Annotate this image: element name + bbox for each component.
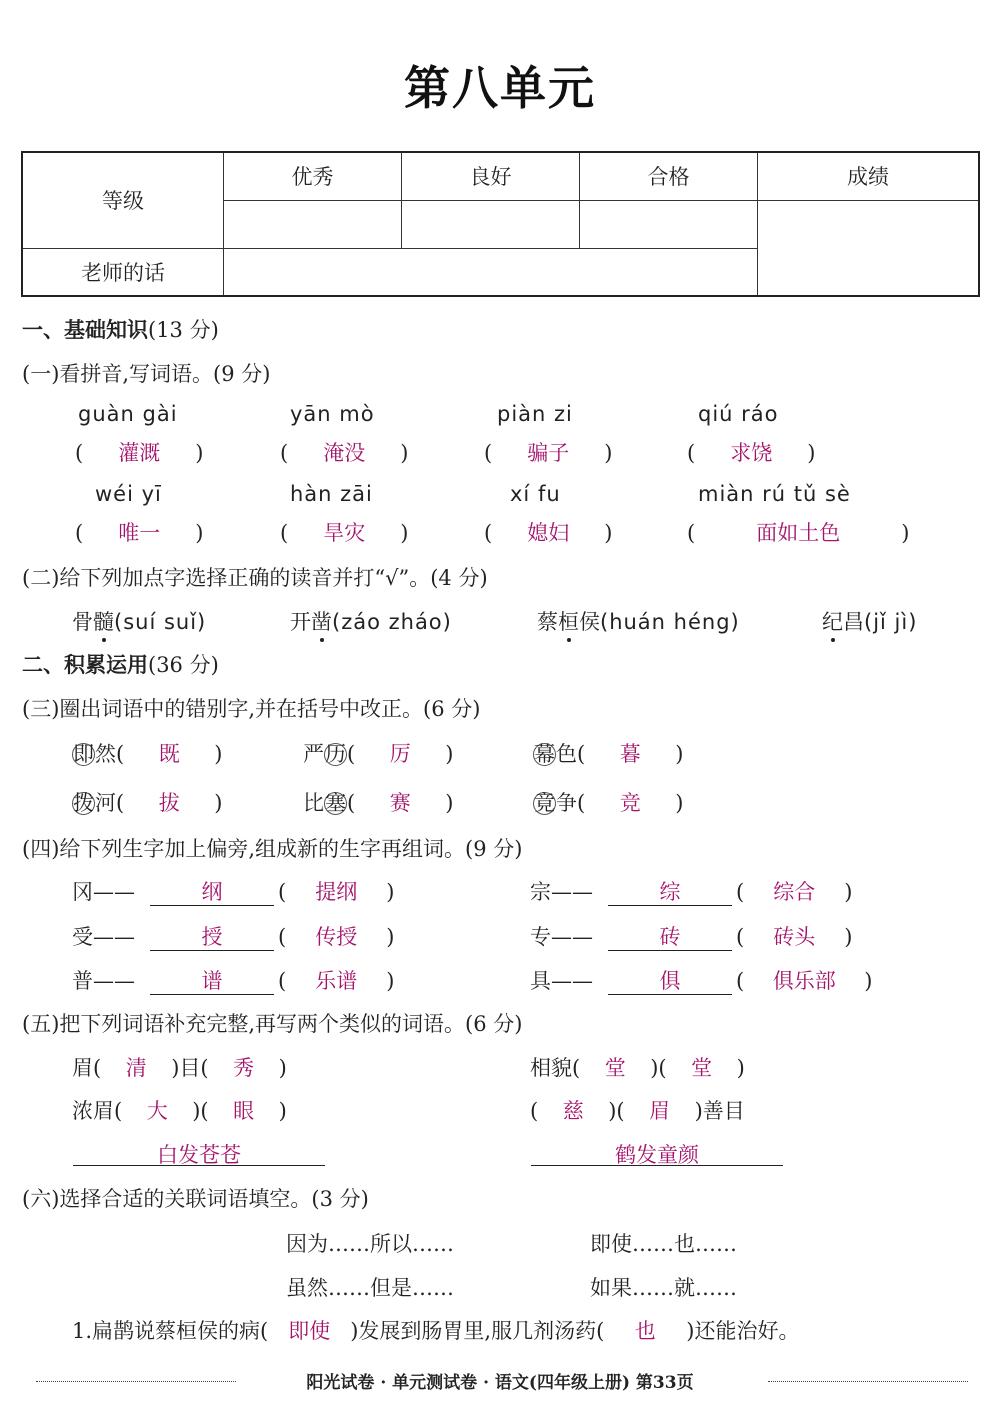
q1-pinyin-4: qiú ráo — [698, 402, 779, 426]
q4-base-1: 冈—— — [72, 880, 135, 904]
q3-item-5: 比塞( 赛 ) — [303, 791, 454, 815]
col-score: 成绩 — [758, 152, 980, 200]
q3-item-1: 即然( 既 ) — [73, 742, 223, 766]
q4-base-2: 宗—— — [530, 880, 593, 904]
q5-underline-2 — [531, 1165, 783, 1166]
q4-char-4[interactable]: 砖 — [659, 925, 681, 949]
q1-bracket-3: ( 骗子 ) — [484, 437, 612, 467]
q4-base-3: 受—— — [72, 925, 135, 949]
q4-base-5: 普—— — [72, 969, 135, 993]
q1-bracket-1: ( 灌溉 ) — [75, 437, 203, 467]
score-cell[interactable] — [758, 200, 980, 296]
section2-heading: 二、积累运用(36 分) — [22, 653, 219, 677]
q1-pinyin-2: yān mò — [290, 402, 375, 426]
q1-answer-7[interactable]: 媳妇 — [527, 521, 570, 545]
q3-item-4: 拨河( 拔 ) — [73, 791, 223, 815]
q2-item-2: 开凿(záo zháo) — [290, 610, 452, 634]
q1-pinyin-1: guàn gài — [78, 402, 178, 426]
q1-answer-8[interactable]: 面如土色 — [756, 521, 841, 545]
good-cell[interactable] — [402, 200, 580, 248]
q6-option-1: 因为……所以…… — [286, 1232, 454, 1256]
q4-base-4: 专—— — [530, 925, 593, 949]
page-title: 第八单元 — [404, 61, 596, 115]
q2-item-3: 蔡桓侯(huán héng) — [537, 610, 740, 634]
q4-char-1[interactable]: 纲 — [201, 880, 223, 904]
section1-heading: 一、基础知识(13 分) — [22, 318, 219, 342]
q5-extra-1[interactable]: 白发苍苍 — [157, 1143, 241, 1167]
q6-option-2: 即使……也…… — [590, 1232, 737, 1256]
q1-pinyin-8: miàn rú tǔ sè — [698, 482, 851, 506]
q6-prompt: (六)选择合适的关联词语填空。(3 分) — [22, 1187, 369, 1211]
q3-item-2: 严历( 厉 ) — [303, 742, 454, 766]
pass-cell[interactable] — [580, 200, 758, 248]
teacher-label: 老师的话 — [22, 248, 224, 296]
excellent-cell[interactable] — [224, 200, 402, 248]
q1-answer-5[interactable]: 唯一 — [118, 521, 161, 545]
q4-word-1: ( 提纲 ) — [278, 880, 395, 904]
q5-underline-1 — [73, 1165, 325, 1166]
q2-prompt: (二)给下列加点字选择正确的读音并打“√”。(4 分) — [22, 566, 488, 590]
q6-option-3: 虽然……但是…… — [286, 1276, 454, 1300]
q1-bracket-7: ( 媳妇 ) — [484, 517, 612, 547]
q6-answer-2: 也 — [634, 1319, 656, 1343]
q4-prompt: (四)给下列生字加上偏旁,组成新的生字再组词。(9 分) — [22, 837, 523, 861]
q3-prompt: (三)圈出词语中的错别字,并在括号中改正。(6 分) — [22, 697, 481, 721]
q1-bracket-5: ( 唯一 ) — [75, 517, 203, 547]
q1-bracket-4: ( 求饶 ) — [687, 437, 815, 467]
col-good: 良好 — [402, 152, 580, 200]
q4-word-6: ( 俱乐部 ) — [736, 969, 873, 993]
q1-answer-1[interactable]: 灌溉 — [118, 441, 161, 465]
q6-option-4: 如果……就…… — [590, 1276, 737, 1300]
q5-prompt: (五)把下列词语补充完整,再写两个类似的词语。(6 分) — [22, 1012, 523, 1036]
teacher-comment-cell[interactable] — [224, 248, 758, 296]
q4-underline-1 — [150, 905, 274, 906]
q4-char-5[interactable]: 谱 — [201, 969, 223, 993]
q5-item-4: ( 慈 )( 眉 )善目 — [530, 1099, 745, 1123]
q1-bracket-2: ( 淹没 ) — [280, 437, 408, 467]
q2-item-1: 骨髓(suí suǐ) — [72, 610, 207, 634]
q6-answer-1: 即使 — [288, 1319, 331, 1343]
q1-pinyin-6: hàn zāi — [290, 482, 373, 506]
col-pass: 合格 — [580, 152, 758, 200]
q4-word-4: ( 砖头 ) — [736, 925, 853, 949]
q1-answer-4[interactable]: 求饶 — [730, 441, 773, 465]
q4-underline-3 — [150, 950, 274, 951]
q5-item-2: 相貌( 堂 )( 堂 ) — [530, 1056, 745, 1080]
footer-rule-right — [768, 1381, 968, 1382]
col-excellent: 优秀 — [224, 152, 402, 200]
q1-bracket-6: ( 旱灾 ) — [280, 517, 408, 547]
q1-answer-2[interactable]: 淹没 — [323, 441, 366, 465]
q1-pinyin-3: piàn zi — [497, 402, 573, 426]
q4-word-2: ( 综合 ) — [736, 880, 853, 904]
q6-sentence-1: 1.扁鹊说蔡桓侯的病( 即使 )发展到肠胃里,服几剂汤药( 也 )还能治好。 — [72, 1315, 800, 1345]
grade-label: 等级 — [22, 152, 224, 248]
q5-extra-2[interactable]: 鹤发童颜 — [615, 1143, 699, 1167]
q3-item-6: 竟争( 竞 ) — [534, 791, 684, 815]
q3-item-3: 幕色( 暮 ) — [534, 742, 684, 766]
q4-underline-2 — [608, 905, 732, 906]
q1-pinyin-7: xí fu — [510, 482, 561, 506]
q4-word-3: ( 传授 ) — [278, 925, 395, 949]
q1-prompt: (一)看拼音,写词语。(9 分) — [22, 362, 271, 386]
q4-underline-4 — [608, 950, 732, 951]
q1-bracket-8: ( 面如土色 ) — [687, 517, 909, 547]
q4-word-5: ( 乐谱 ) — [278, 969, 395, 993]
q2-item-4: 纪昌(jǐ jì) — [822, 610, 918, 634]
q1-answer-6[interactable]: 旱灾 — [323, 521, 366, 545]
q1-pinyin-5: wéi yī — [95, 482, 162, 506]
q4-underline-5 — [150, 994, 274, 995]
q5-item-1: 眉( 清 )目( 秀 ) — [72, 1056, 287, 1080]
q4-char-6[interactable]: 俱 — [659, 969, 681, 993]
q1-answer-3[interactable]: 骗子 — [527, 441, 570, 465]
q4-char-2[interactable]: 综 — [659, 880, 681, 904]
q4-underline-6 — [608, 994, 732, 995]
q4-base-6: 具—— — [530, 969, 593, 993]
q4-char-3[interactable]: 授 — [201, 925, 223, 949]
q5-item-3: 浓眉( 大 )( 眼 ) — [72, 1099, 287, 1123]
page-footer: 阳光试卷 · 单元测试卷 · 语文(四年级上册) 第33页 — [306, 1373, 694, 1393]
grade-table — [21, 151, 980, 297]
